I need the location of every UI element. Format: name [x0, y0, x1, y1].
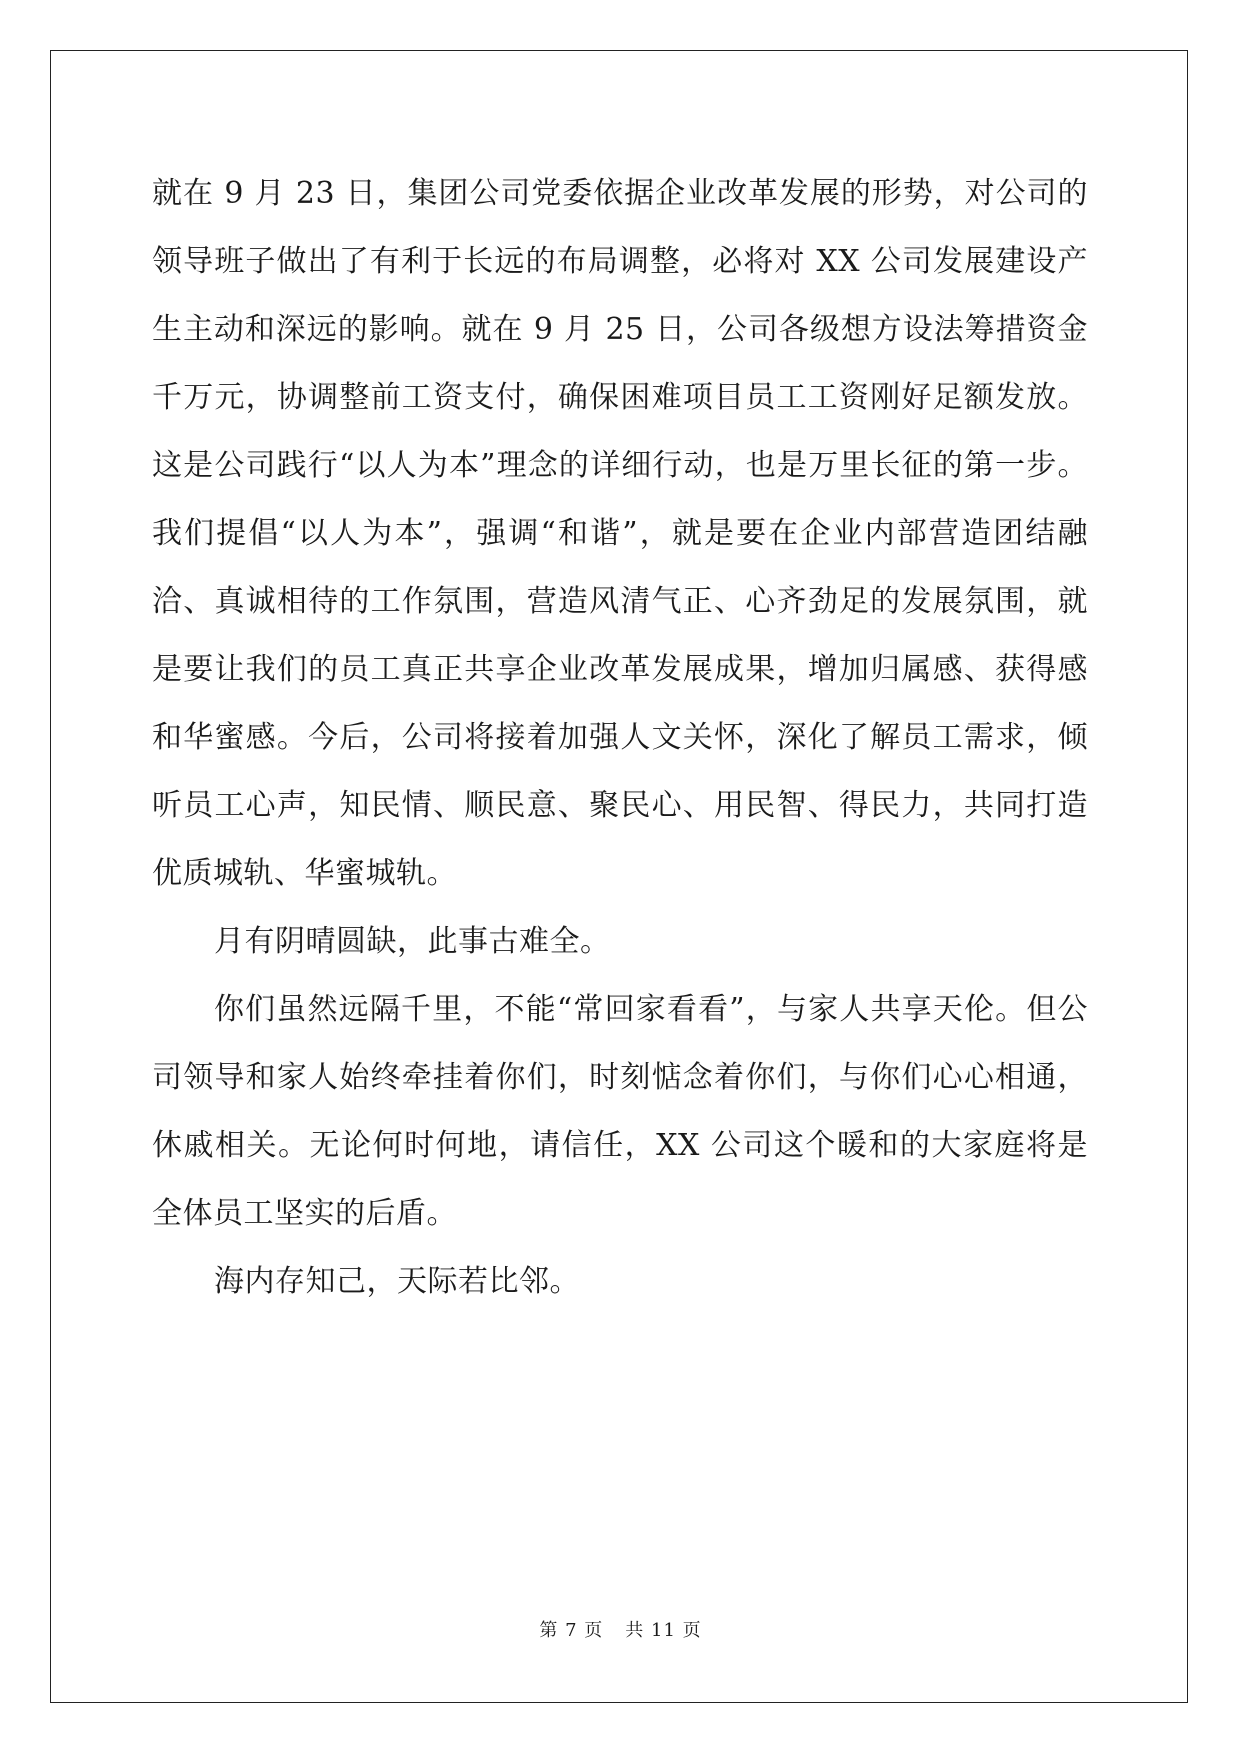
paragraph-1: 就在 9 月 23 日，集团公司党委依据企业改革发展的形势，对公司的领导班子做出了有利于长远的布局调整，必将对 XX 公司发展建设产生主动和深远的影响。就在 9 月 25 日，公司各级想方设法筹措资金千万元，协调整前工资支付，确保困难项目员工工资刚好足额发放。这是公司践行“以人为本”理念的详细行动，也是万里长征的第一步。我们提倡“以人为本”，强调“和谐”，就是要在企业内部营造团结融洽、真诚相待的工作氛围，营造风清气正、心齐劲足的发展氛围，就是要让我们的员工真正共享企业改革发展成果，增加归属感、获得感和华蜜感。今后，公司将接着加强人文关怀，深化了解员工需求，倾听员工心声，知民情、顺民意、聚民心、用民智、得民力，共同打造优质城轨、华蜜城轨。 [152, 176, 1088, 891]
page-number: 第 7 页 [539, 1620, 604, 1641]
page-footer [0, 1616, 1241, 1642]
page-total: 共 11 页 [625, 1620, 702, 1641]
paragraph-3: 你们虽然远隔千里，不能“常回家看看”，与家人共享天伦。但公司领导和家人始终牵挂着你们，时刻惦念着你们，与你们心心相通，休戚相关。无论何时何地，请信任，XX 公司这个暖和的大家庭将是全体员工坚实的后盾。 [152, 992, 1088, 1231]
paragraph-4: 海内存知己，天际若比邻。 [214, 1264, 580, 1299]
paragraph-2: 月有阴晴圆缺，此事古难全。 [214, 924, 611, 959]
document-body [152, 160, 1088, 1316]
